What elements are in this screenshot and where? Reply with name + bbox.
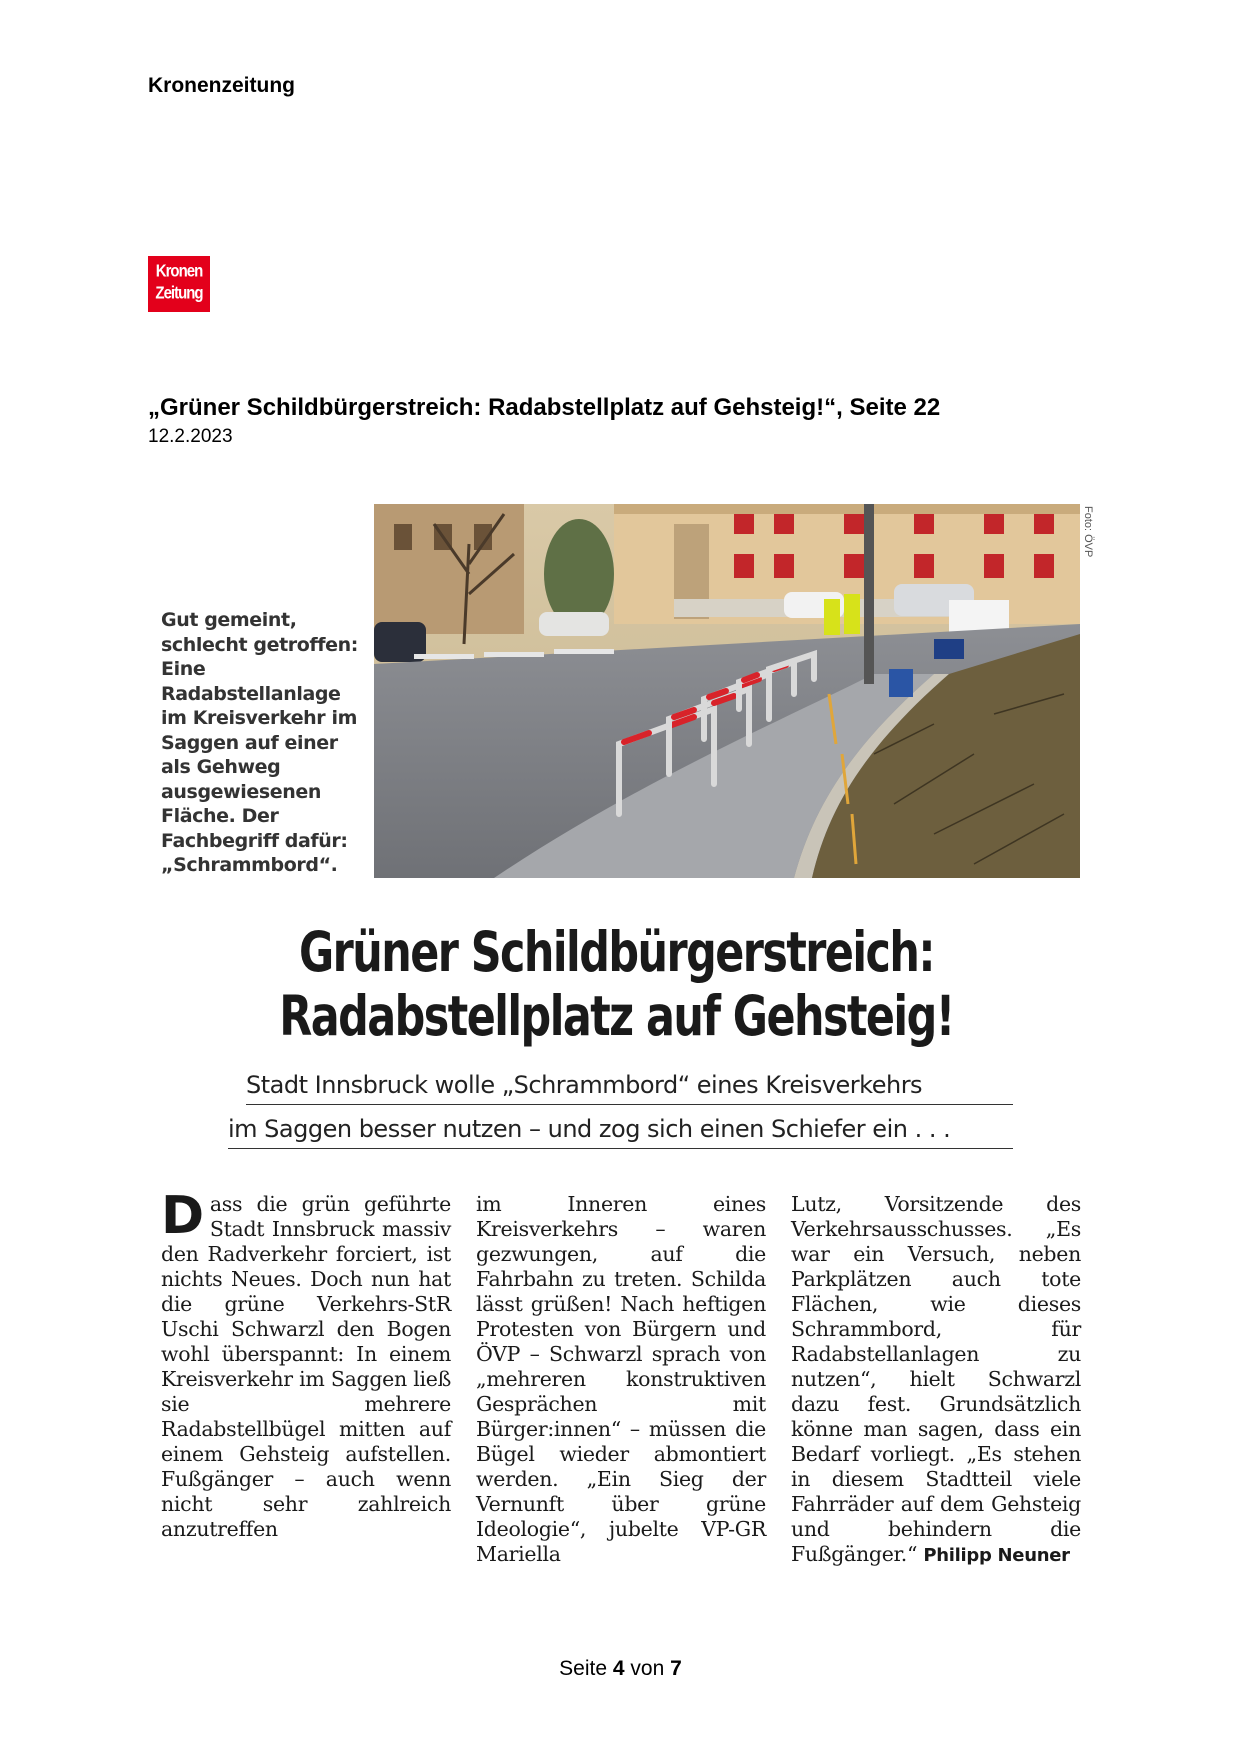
logo-line1: Kronen [155, 261, 203, 282]
page-footer [0, 1657, 1241, 1681]
article-headline [251, 920, 982, 1048]
body-column-3 [791, 1192, 1081, 1568]
logo-line2: Zeitung [155, 283, 203, 304]
street-photo [374, 504, 1080, 878]
publication-name: Kronenzeitung [148, 74, 295, 97]
photo-credit: Foto: ÖVP [1082, 506, 1094, 558]
body-column-1 [161, 1186, 451, 1542]
total-pages: 7 [670, 1657, 682, 1680]
footer-middle: von [630, 1657, 665, 1680]
drop-cap: D [161, 1186, 204, 1246]
subheadline-line1: Stadt Innsbruck wolle „Schrammbord“ eines Kreisverkehrs [246, 1071, 1013, 1105]
body-text-col3: Lutz, Vorsitzende des Verkehrsausschusses. „Es war ein Versuch, neben Parkplätzen auch tote Flächen, wie dieses Schrammbord, für Radabstellanlagen zu nutzen“, hielt Schwarzl dazu fest. Grundsätzlich könne man sagen, dass ein Bedarf vorliegt. „Es stehen in diesem Stadtteil viele Fahrräder auf dem Gehsteig und behindern die Fußgänger.“ [791, 1192, 1081, 1566]
current-page-number: 4 [612, 1657, 625, 1680]
footer-prefix: Seite [559, 1657, 608, 1680]
headline-line1: Grüner Schildbürgerstreich: [298, 920, 934, 984]
article-date: 12.2.2023 [148, 426, 233, 447]
body-column-2 [476, 1192, 766, 1567]
photo-caption: Gut gemeint, schlecht getroffen: Eine Radabstellanlage im Kreisverkehr im Saggen auf einer als Gehweg ausgewiesenen Fläche. Der Fachbegriff dafür: „Schrammbord“. [161, 609, 358, 876]
newspaper-clipping [148, 480, 1094, 1570]
body-text-col1: ass die grün geführte Stadt Innsbruck massiv den Radverkehr forciert, ist nichts Neues. Doch nun hat die grüne Verkehrs-StR Uschi Schwarzl den Bogen wohl überspannt: In einem Kreisverkehr im Saggen ließ sie mehrere Radabstellbügel mitten auf einem Gehsteig aufstellen. Fußgänger – auch wenn nicht sehr zahlreich anzutreffen [161, 1192, 451, 1541]
kronen-zeitung-logo [148, 256, 210, 312]
body-text-col2: im Inneren eines Kreisverkehrs – waren gezwungen, auf die Fahrbahn zu treten. Schilda lässt grüßen! Nach heftigen Protesten von Bürgern und ÖVP – Schwarzl sprach von „mehreren konstruktiven Gesprächen mit Bürger:innen“ – müssen die Bügel wieder abmontiert werden. „Ein Sieg der Vernunft über grüne Ideologie“, jubelte VP-GR Mariella [476, 1192, 766, 1566]
article-reference-title: „Grüner Schildbürgerstreich: Radabstellplatz auf Gehsteig!“, Seite 22 [148, 394, 941, 421]
author-name: Philipp Neuner [923, 1545, 1070, 1566]
headline-line2: Radabstellplatz auf Gehsteig! [279, 984, 954, 1048]
subheadline-line2: im Saggen besser nutzen – und zog sich einen Schiefer ein . . . [228, 1115, 1013, 1149]
